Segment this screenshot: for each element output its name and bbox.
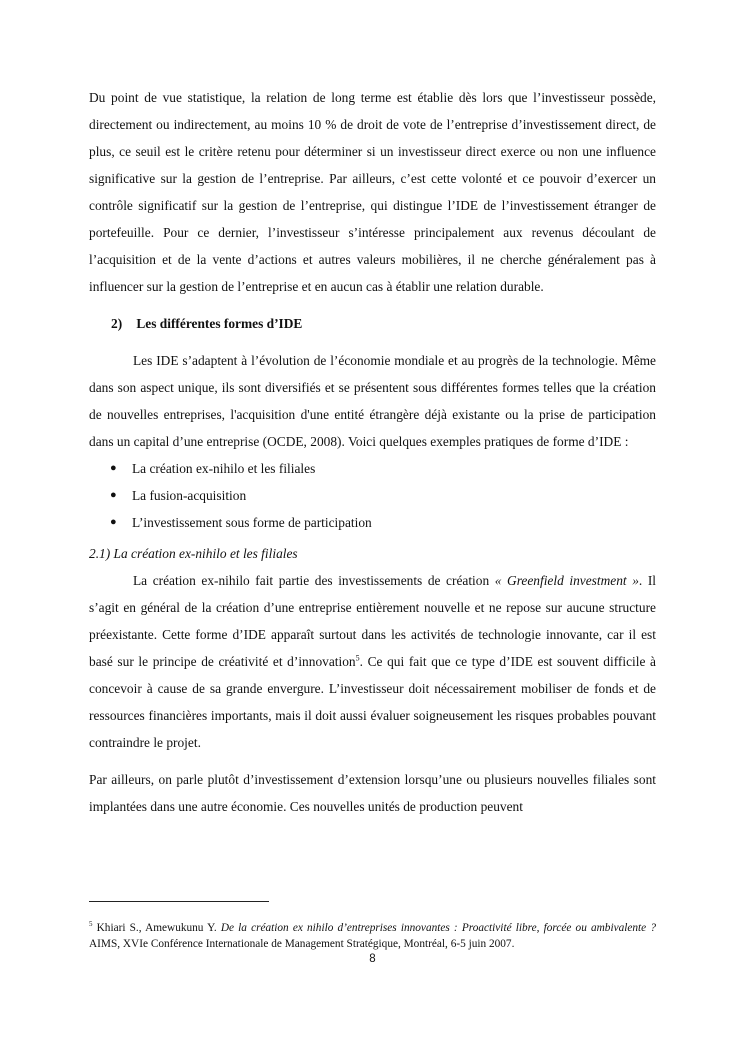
paragraph-ide-forms: Les IDE s’adaptent à l’évolution de l’économie mondiale et au progrès de la technologie. Même dans son aspect unique, ils sont diversifiés et se présentent sous différentes formes telles que la création de nouvelles entreprises, l'acquisition d'une entité étrangère déjà existante ou la prise de participation dans un capital d’une entreprise (OCDE, 2008). Voici quelques exemples pratiques de forme d’IDE : [89, 353, 656, 449]
list-item: ● La création ex-nihilo et les filiales [89, 455, 656, 482]
paragraph-greenfield: La création ex-nihilo fait partie des investissements de création « Greenfield investment ». Il s’agit en général de la création d’une entreprise entièrement nouvelle et ne repose sur aucune structure préexistante. Cette forme d’IDE apparaît surtout dans les activités de technologie innovante, car il est basé sur le principe de créativité et d’innovation$^5$. Ce qui fait que ce type d’IDE est souvent difficile à concevoir à cause de sa grande envergure. L’investisseur doit nécessairement mobiliser de fonds et de ressources financières importants, mais il doit aussi évaluer soigneusement les risques probables pouvant contraindre le projet. [89, 573, 657, 750]
footnote-separator [89, 901, 269, 902]
footnote: $^5$ Khiari S., Amewukunu Y. De la création ex nihilo d’entreprises innovantes : Proactivité libre, forcée ou ambivalente ? AIMS, XVIe Conférence Internationale de Management Stratégique, Montréal, 6-5 juin 2007. [89, 920, 656, 950]
footnote-reference[interactable]: 5 [355, 653, 360, 663]
bullet-icon: ● [110, 489, 117, 501]
footnote-number: 5 [89, 920, 93, 929]
body-text [89, 84, 656, 820]
list-item: ● L’investissement sous forme de participation [89, 509, 656, 536]
section-heading [111, 310, 656, 337]
bullet-icon: ● [110, 462, 117, 474]
footnote-title: De la création ex nihilo d’entreprises innovantes : Proactivité libre, forcée ou ambivalente ? [220, 922, 656, 934]
section-title: Les différentes formes d’IDE [136, 316, 303, 331]
section-number: 2) [111, 316, 123, 331]
subsection-heading: 2.1) La création ex-nihilo et les filiales [89, 546, 298, 561]
paragraph-extension: Par ailleurs, on parle plutôt d’investissement d’extension lorsqu’une ou plusieurs nouvelles filiales sont implantées dans une autre économie. Ces nouvelles unités de production peuvent [89, 772, 656, 814]
bullet-icon: ● [110, 516, 117, 528]
paragraph-long-term-relation: Du point de vue statistique, la relation de long terme est établie dès lors que l’investisseur possède, directement ou indirectement, au moins 10 % de droit de vote de l’entreprise d’investissement direct, de plus, ce seuil est le critère retenu pour déterminer si un investisseur direct exerce ou non une influence significative sur la gestion de l’entreprise. Par ailleurs, c’est cette volonté et ce pouvoir d’exercer un contrôle significatif sur la gestion de l’entreprise, qui distingue l’IDE de l’investissement étranger de portefeuille. Pour ce dernier, l’investisseur s’intéresse principalement aux revenus découlant de l’acquisition et de la vente d’actions et autres valeurs mobilières, il ne cherche généralement pas à influencer sur la gestion de l’entreprise et en aucun cas à établir une relation durable. [89, 90, 656, 294]
page-number: 8 [369, 953, 376, 965]
list-item: ● La fusion-acquisition [89, 482, 656, 509]
ide-forms-list [89, 455, 656, 536]
